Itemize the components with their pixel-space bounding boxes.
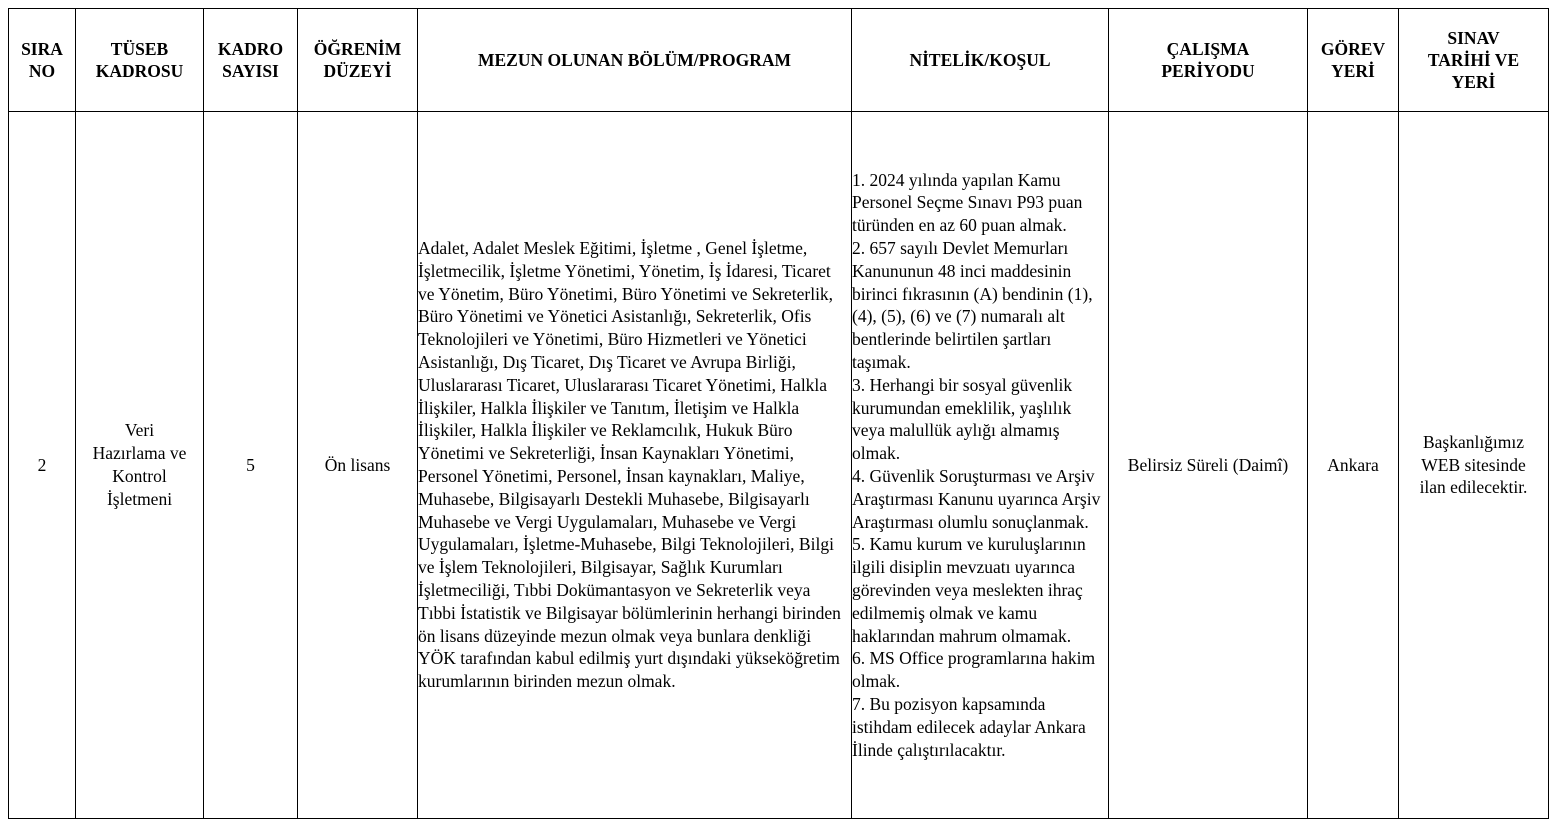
header-nitelik-kosul: NİTELİK/KOŞUL: [852, 9, 1109, 112]
condition-item: 1. 2024 yılında yapılan Kamu Personel Seçme Sınavı P93 puan türünden en az 60 puan almak.: [852, 169, 1083, 236]
header-kadro-sayisi: KADRO SAYISI: [204, 9, 298, 112]
condition-item: 2. 657 sayılı Devlet Memurları Kanununun 48 inci maddesinin birinci fıkrasının (A) bendinin (1), (4), (5), (6) ve (7) numaralı alt bentlerinde belirtilen şartları taşımak.: [852, 238, 1093, 373]
header-sinav-tarihi-yeri: SINAV TARİHİ VE YERİ: [1399, 9, 1549, 112]
cell-gorev-yeri: Ankara: [1308, 112, 1399, 819]
condition-item: 4. Güvenlik Soruşturması ve Arşiv Araştırması Kanunu uyarınca Arşiv Araştırması olumlu sonuçlanmak.: [852, 466, 1101, 532]
cell-ogrenim-duzeyi: Ön lisans: [298, 112, 418, 819]
table-row: [9, 112, 1549, 819]
condition-item: 5. Kamu kurum ve kuruluşlarının ilgili disiplin mevzuatı uyarınca görevinden veya meslekten ihraç edilmemiş olmak ve kamu haklarından mahrum olmamak.: [852, 534, 1086, 646]
cell-kadro-sayisi: 5: [204, 112, 298, 819]
condition-item: 3. Herhangi bir sosyal güvenlik kurumundan emeklilik, yaşlılık veya malullük aylığı almamış olmak.: [852, 374, 1073, 464]
header-ogrenim-duzeyi: ÖĞRENİM DÜZEYİ: [298, 9, 418, 112]
cell-sinav-yeri: Başkanlığımız WEB sitesinde ilan edilecektir.: [1399, 112, 1549, 819]
cell-mezun-bolum: Adalet, Adalet Meslek Eğitimi, İşletme , Genel İşletme, İşletmecilik, İşletme Yönetimi, Yönetim, İş İdaresi, Ticaret ve Yönetim, Büro Yönetimi, Büro Yönetimi ve Sekreterlik, Büro Yönetimi ve Yönetici Asistanlığı, Sekreterlik, Ofis Teknolojileri ve Yönetimi, Büro Hizmetleri ve Yönetici Asistanlığı, Dış Ticaret, Dış Ticaret ve Avrupa Birliği, Uluslararası Ticaret, Uluslararası Ticaret Yönetimi, Halkla İlişkiler, Halkla İlişkiler ve Tanıtım, İletişim ve Halkla İlişkiler, Halkla İlişkiler ve Reklamcılık, Hukuk Büro Yönetimi ve Sekreterliği, İnsan Kaynakları Yönetimi, Personel Yönetimi, Personel, İnsan kaynakları, Maliye, Muhasebe, Bilgisayarlı Destekli Muhasebe, Bilgisayarlı Muhasebe ve Vergi Uygulamaları, Muhasebe ve Vergi Uygulamaları, İşletme-Muhasebe, Bilgi Teknolojileri, Bilgi ve İşlem Teknolojileri, Bilgisayar, Sağlık Kurumları İşletmeciliği, Tıbbi Dokümantasyon ve Sekreterlik veya Tıbbi İstatistik ve Bilgisayar bölümlerinin herhangi birinden ön lisans düzeyinde mezun olmak veya bunlara denkliği YÖK tarafından kabul edilmiş yurt dışındaki yükseköğretim kurumlarının birinden mezun olmak.: [418, 112, 852, 819]
cell-kadro: Veri Hazırlama ve Kontrol İşletmeni: [76, 112, 204, 819]
condition-item: 6. MS Office programlarına hakim olmak.: [852, 648, 1096, 692]
header-tuseb-kadrosu: TÜSEB KADROSU: [76, 9, 204, 112]
job-posting-table: [8, 8, 1549, 819]
header-sira-no: SIRA NO: [9, 9, 76, 112]
header-calisma-periyodu: ÇALIŞMA PERİYODU: [1109, 9, 1308, 112]
cell-calisma-periyodu: Belirsiz Süreli (Daimî): [1109, 112, 1308, 819]
header-gorev-yeri: GÖREV YERİ: [1308, 9, 1399, 112]
header-mezun-bolum: MEZUN OLUNAN BÖLÜM/PROGRAM: [418, 9, 852, 112]
condition-item: 7. Bu pozisyon kapsamında istihdam edilecek adaylar Ankara İlinde çalıştırılacaktır.: [852, 693, 1086, 760]
cell-sira-no: 2: [9, 112, 76, 819]
cell-nitelik-kosul: [852, 112, 1109, 819]
header-row: [9, 9, 1549, 112]
